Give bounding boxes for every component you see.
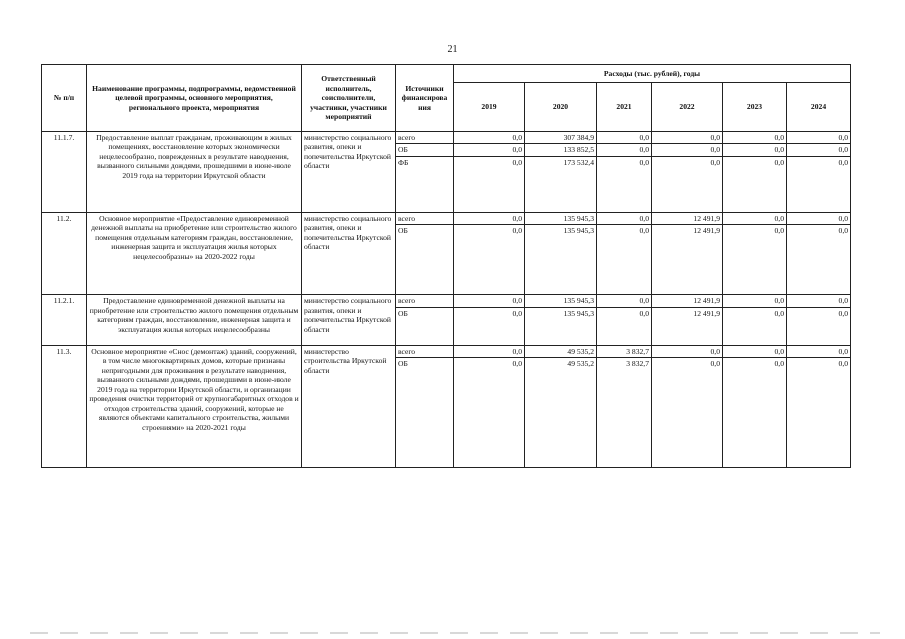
row-executor: министерство социального развития, опеки и попечительства Иркутской области xyxy=(302,212,396,294)
table-row xyxy=(42,295,851,307)
row-value: 0,0 xyxy=(787,345,851,357)
row-value: 0,0 xyxy=(787,144,851,156)
row-source: ОБ xyxy=(396,225,454,295)
row-value: 0,0 xyxy=(723,307,787,345)
header-source: Источники финансирова ния xyxy=(396,65,454,132)
row-value: 0,0 xyxy=(454,295,525,307)
header-name: Наименование программы, подпрограммы, ведомственной целевой программы, основного мероприятия, регионального проекта, мероприятия xyxy=(87,65,302,132)
row-value: 0,0 xyxy=(723,156,787,212)
row-value: 0,0 xyxy=(723,144,787,156)
row-value: 12 491,9 xyxy=(652,225,723,295)
row-value: 0,0 xyxy=(454,345,525,357)
row-value: 0,0 xyxy=(652,156,723,212)
header-year: 2021 xyxy=(597,83,652,132)
row-source: ОБ xyxy=(396,144,454,156)
budget-table xyxy=(41,64,851,468)
row-value: 135 945,3 xyxy=(525,295,597,307)
row-value: 0,0 xyxy=(787,358,851,468)
row-source: ФБ xyxy=(396,156,454,212)
row-value: 0,0 xyxy=(597,225,652,295)
row-value: 0,0 xyxy=(597,307,652,345)
row-value: 0,0 xyxy=(652,144,723,156)
row-value: 135 945,3 xyxy=(525,307,597,345)
row-value: 0,0 xyxy=(652,358,723,468)
row-value: 0,0 xyxy=(723,212,787,224)
header-expenses: Расходы (тыс. рублей), годы xyxy=(454,65,851,83)
row-value: 3 832,7 xyxy=(597,345,652,357)
row-num: 11.3. xyxy=(42,345,87,467)
row-value: 49 535,2 xyxy=(525,358,597,468)
table-row xyxy=(42,132,851,144)
row-value: 0,0 xyxy=(652,345,723,357)
row-value: 133 852,5 xyxy=(525,144,597,156)
row-value: 0,0 xyxy=(454,144,525,156)
row-executor: министерство строительства Иркутской области xyxy=(302,345,396,467)
row-value: 0,0 xyxy=(787,307,851,345)
header-year: 2022 xyxy=(652,83,723,132)
row-num: 11.2.1. xyxy=(42,295,87,345)
row-value: 0,0 xyxy=(454,225,525,295)
table-row xyxy=(42,212,851,224)
row-source: всего xyxy=(396,295,454,307)
header-executor: Ответственный исполнитель, соисполнители, участники, участники мероприятий xyxy=(302,65,396,132)
row-value: 0,0 xyxy=(787,156,851,212)
row-executor: министерство социального развития, опеки и попечительства Иркутской области xyxy=(302,132,396,213)
row-num: 11.1.7. xyxy=(42,132,87,213)
table-row xyxy=(42,345,851,357)
row-value: 0,0 xyxy=(597,132,652,144)
row-value: 0,0 xyxy=(597,212,652,224)
row-value: 135 945,3 xyxy=(525,212,597,224)
row-value: 0,0 xyxy=(454,156,525,212)
row-name: Основное мероприятие «Предоставление единовременной денежной выплаты на приобретение или строительство жилого помещения отдельным категориям граждан, восстановление, инженерная защита и эксплуатация жилья которых нецелесообразны» на 2020-2022 годы xyxy=(87,212,302,294)
row-source: всего xyxy=(396,212,454,224)
scan-artifact xyxy=(30,632,880,634)
row-value: 12 491,9 xyxy=(652,307,723,345)
row-value: 0,0 xyxy=(597,156,652,212)
row-value: 135 945,3 xyxy=(525,225,597,295)
row-value: 0,0 xyxy=(597,295,652,307)
row-value: 0,0 xyxy=(597,144,652,156)
row-value: 0,0 xyxy=(787,212,851,224)
row-value: 0,0 xyxy=(787,132,851,144)
row-value: 12 491,9 xyxy=(652,295,723,307)
row-executor: министерство социального развития, опеки и попечительства Иркутской области xyxy=(302,295,396,345)
header-year: 2019 xyxy=(454,83,525,132)
row-source: ОБ xyxy=(396,307,454,345)
row-value: 0,0 xyxy=(454,212,525,224)
row-source: ОБ xyxy=(396,358,454,468)
row-value: 307 384,9 xyxy=(525,132,597,144)
row-value: 12 491,9 xyxy=(652,212,723,224)
header-row-top xyxy=(42,65,851,83)
row-value: 0,0 xyxy=(787,295,851,307)
row-name: Предоставление выплат гражданам, проживающим в жилых помещениях, восстановление которых экономически нецелесообразно, поврежденных в результате наводнения, вызванного сильными дождями, прошедшими в июне-июле 2019 года на территории Иркутской области xyxy=(87,132,302,213)
row-value: 49 535,2 xyxy=(525,345,597,357)
row-value: 173 532,4 xyxy=(525,156,597,212)
row-name: Предоставление единовременной денежной выплаты на приобретение или строительство жилого помещения отдельным категориям граждан, восстановление, инженерная защита и эксплуатация жилья которых нецелесообразны xyxy=(87,295,302,345)
row-value: 0,0 xyxy=(454,132,525,144)
row-value: 0,0 xyxy=(723,132,787,144)
row-source: всего xyxy=(396,345,454,357)
header-year: 2024 xyxy=(787,83,851,132)
row-value: 0,0 xyxy=(787,225,851,295)
row-value: 0,0 xyxy=(652,132,723,144)
header-year: 2020 xyxy=(525,83,597,132)
row-value: 0,0 xyxy=(454,358,525,468)
page-number: 21 xyxy=(447,44,458,55)
row-num: 11.2. xyxy=(42,212,87,294)
row-value: 0,0 xyxy=(723,358,787,468)
header-num: № п/п xyxy=(42,65,87,132)
row-name: Основное мероприятие «Снос (демонтаж) зданий, сооружений, в том числе многоквартирных домов, которые признаны непригодными для проживания в результате наводнения, вызванного сильными дождями, прошедшими в июне-июле 2019 года на территории Иркутской области, и организации проведения очистки территорий от крупногабаритных отходов и отходов строительства зданий, сооружений, которые не являются объектами капитального строительства, жилыми строениями» на 2020-2021 годы xyxy=(87,345,302,467)
row-value: 0,0 xyxy=(723,295,787,307)
row-value: 0,0 xyxy=(723,345,787,357)
row-value: 3 832,7 xyxy=(597,358,652,468)
row-value: 0,0 xyxy=(454,307,525,345)
header-year: 2023 xyxy=(723,83,787,132)
row-source: всего xyxy=(396,132,454,144)
row-value: 0,0 xyxy=(723,225,787,295)
